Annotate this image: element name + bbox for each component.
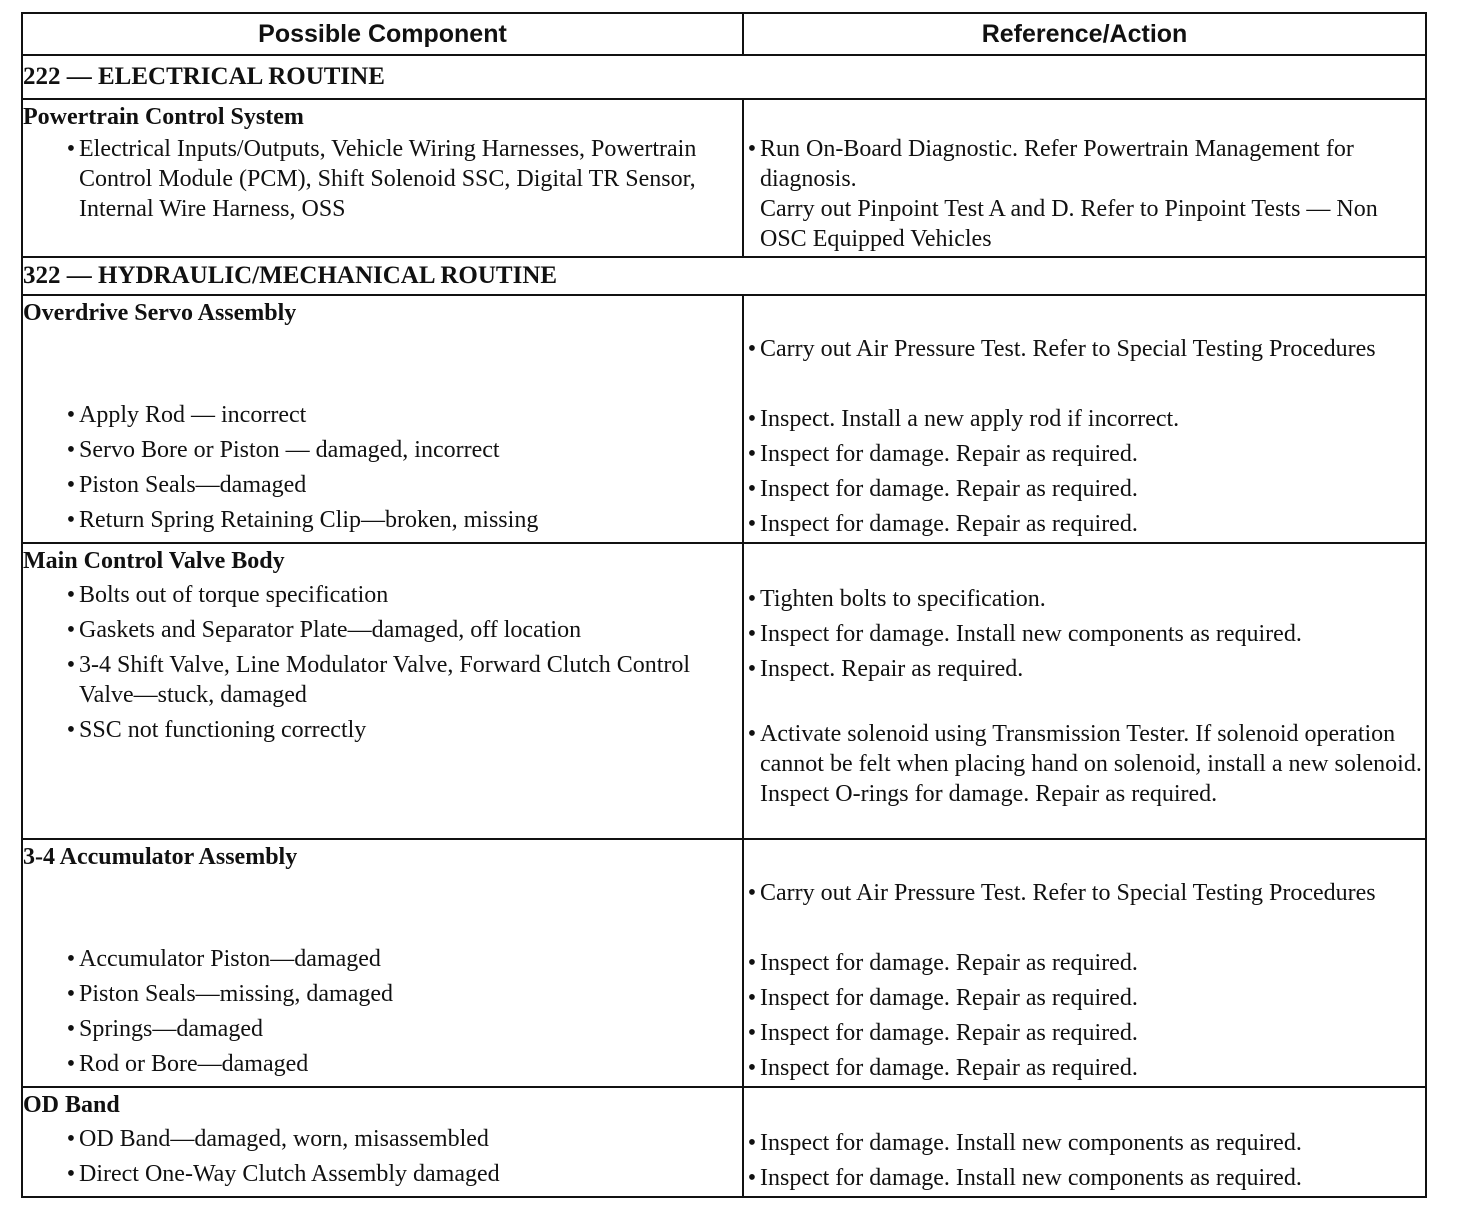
component-item-text: Piston Seals—missing, damaged — [79, 981, 393, 1007]
routine-row — [22, 55, 1426, 99]
component-group-row — [22, 99, 1426, 257]
bullet: • — [747, 441, 757, 467]
action-item-text: Inspect. Repair as required. — [760, 656, 1024, 682]
action-item — [744, 878, 1425, 946]
action-cell — [743, 99, 1426, 257]
bullet: • — [66, 136, 76, 162]
bullet: • — [66, 1161, 76, 1187]
component-item-text: Bolts out of torque specification — [79, 582, 389, 608]
component-item — [23, 942, 742, 977]
bullet: • — [747, 406, 757, 432]
component-item-text: Gaskets and Separator Plate—damaged, off location — [79, 617, 582, 643]
bullet: • — [66, 652, 76, 678]
component-item-text: Rod or Bore—damaged — [79, 1051, 309, 1077]
action-item — [744, 437, 1425, 472]
component-item — [23, 1157, 742, 1192]
component-item — [23, 1012, 742, 1047]
action-item-text: Inspect for damage. Repair as required. — [760, 950, 1138, 976]
component-item-text: Electrical Inputs/Outputs, Vehicle Wiring Harnesses, Powertrain Control Module (PCM), Shift Solenoid SSC, Digital TR Sensor, Internal Wire Harness, OSS — [79, 136, 697, 222]
bullet: • — [66, 1051, 76, 1077]
action-item-text: Inspect for damage. Install new components as required. — [760, 1130, 1302, 1156]
bullet: • — [747, 721, 757, 747]
action-cell — [743, 295, 1426, 543]
component-item-text: 3-4 Shift Valve, Line Modulator Valve, Forward Clutch Control Valve—stuck, damaged — [79, 652, 691, 708]
bullet: • — [66, 507, 76, 533]
component-item — [23, 468, 742, 503]
bullet: • — [747, 476, 757, 502]
action-item — [744, 507, 1425, 542]
component-item — [23, 977, 742, 1012]
component-item-text: Springs—damaged — [79, 1016, 263, 1042]
bullet: • — [747, 586, 757, 612]
action-item-text: Carry out Air Pressure Test. Refer to Special Testing Procedures — [760, 336, 1376, 362]
bullet: • — [66, 981, 76, 1007]
component-item-text: Piston Seals—damaged — [79, 472, 307, 498]
component-title: Powertrain Control System — [23, 104, 304, 130]
action-item-text: Inspect for damage. Repair as required. — [760, 441, 1138, 467]
bullet: • — [747, 136, 757, 162]
bullet: • — [66, 1016, 76, 1042]
table-header-row — [22, 13, 1426, 55]
bullet: • — [747, 336, 757, 362]
component-item — [23, 1122, 742, 1157]
action-item — [744, 582, 1425, 617]
component-title: 3-4 Accumulator Assembly — [23, 844, 298, 870]
action-item-text: Inspect for damage. Install new components as required. — [760, 621, 1302, 647]
action-item-text: Inspect. Install a new apply rod if incorrect. — [760, 406, 1180, 432]
bullet: • — [747, 950, 757, 976]
component-item — [23, 1047, 742, 1082]
component-item — [23, 503, 742, 538]
action-item — [744, 334, 1425, 402]
action-item — [744, 1126, 1425, 1161]
component-item-text: Return Spring Retaining Clip—broken, missing — [79, 507, 539, 533]
component-item — [23, 713, 742, 748]
action-cell — [743, 839, 1426, 1087]
bullet: • — [66, 402, 76, 428]
action-cell — [743, 543, 1426, 839]
component-cell — [22, 543, 743, 839]
component-cell — [22, 839, 743, 1087]
component-item-text: Accumulator Piston—damaged — [79, 946, 381, 972]
action-item — [744, 1161, 1425, 1196]
action-item-text: Inspect for damage. Repair as required. — [760, 1055, 1138, 1081]
bullet: • — [747, 511, 757, 537]
component-item — [23, 613, 742, 648]
bullet: • — [66, 617, 76, 643]
component-group-row — [22, 295, 1426, 543]
bullet: • — [747, 1130, 757, 1156]
bullet: • — [747, 656, 757, 682]
component-title: Overdrive Servo Assembly — [23, 300, 297, 326]
bullet: • — [66, 946, 76, 972]
component-cell — [22, 1087, 743, 1197]
bullet: • — [747, 1165, 757, 1191]
component-item — [23, 398, 742, 433]
routine-heading: 222 — ELECTRICAL ROUTINE — [22, 55, 1426, 99]
component-title: OD Band — [23, 1092, 120, 1118]
component-title: Main Control Valve Body — [23, 548, 285, 574]
component-item — [23, 648, 742, 713]
bullet: • — [747, 621, 757, 647]
action-item — [744, 652, 1425, 717]
component-item-text: SSC not functioning correctly — [79, 717, 367, 743]
action-item-text: Inspect for damage. Repair as required. — [760, 511, 1138, 537]
action-item-text: Inspect for damage. Repair as required. — [760, 985, 1138, 1011]
routine-heading: 322 — HYDRAULIC/MECHANICAL ROUTINE — [22, 257, 1426, 295]
bullet: • — [747, 1055, 757, 1081]
routine-row — [22, 257, 1426, 295]
component-item-text: Servo Bore or Piston — damaged, incorrect — [79, 437, 500, 463]
component-group-row — [22, 839, 1426, 1087]
action-item-text: Carry out Pinpoint Test A and D. Refer to Pinpoint Tests — Non OSC Equipped Vehicles — [760, 196, 1378, 252]
action-item-text: Run On-Board Diagnostic. Refer Powertrain Management for diagnosis. — [760, 136, 1354, 192]
component-item-text: Direct One-Way Clutch Assembly damaged — [79, 1161, 500, 1187]
component-group-row — [22, 543, 1426, 839]
bullet: • — [66, 582, 76, 608]
action-item — [744, 946, 1425, 981]
action-item — [744, 402, 1425, 437]
bullet: • — [747, 985, 757, 1011]
component-item — [23, 578, 742, 613]
action-cell — [743, 1087, 1426, 1197]
bullet: • — [747, 880, 757, 906]
action-item-text: Inspect for damage. Install new components as required. — [760, 1165, 1302, 1191]
column-header-component: Possible Component — [22, 13, 743, 55]
component-cell — [22, 295, 743, 543]
bullet: • — [747, 1020, 757, 1046]
component-item-text: OD Band—damaged, worn, misassembled — [79, 1126, 489, 1152]
bullet: • — [66, 437, 76, 463]
bullet: • — [66, 472, 76, 498]
component-item-text: Apply Rod — incorrect — [79, 402, 307, 428]
bullet: • — [66, 717, 76, 743]
action-item-text: Carry out Air Pressure Test. Refer to Special Testing Procedures — [760, 880, 1376, 906]
component-cell — [22, 99, 743, 257]
action-item — [744, 981, 1425, 1016]
component-item — [23, 433, 742, 468]
action-item — [744, 134, 1425, 194]
action-item — [744, 194, 1425, 254]
action-item — [744, 1016, 1425, 1051]
action-item-text: Activate solenoid using Transmission Tester. If solenoid operation cannot be felt when placing hand on solenoid, install a new solenoid. Inspect O-rings for damage. Repair as required. — [760, 721, 1422, 807]
action-item — [744, 617, 1425, 652]
component-group-row — [22, 1087, 1426, 1197]
action-item-text: Inspect for damage. Repair as required. — [760, 476, 1138, 502]
action-item — [744, 1051, 1425, 1086]
action-item — [744, 717, 1425, 812]
action-item — [744, 472, 1425, 507]
component-item — [23, 134, 742, 224]
action-item-text: Tighten bolts to specification. — [760, 586, 1046, 612]
column-header-action: Reference/Action — [743, 13, 1426, 55]
bullet: • — [66, 1126, 76, 1152]
diagnosis-table — [21, 12, 1427, 1198]
action-item-text: Inspect for damage. Repair as required. — [760, 1020, 1138, 1046]
